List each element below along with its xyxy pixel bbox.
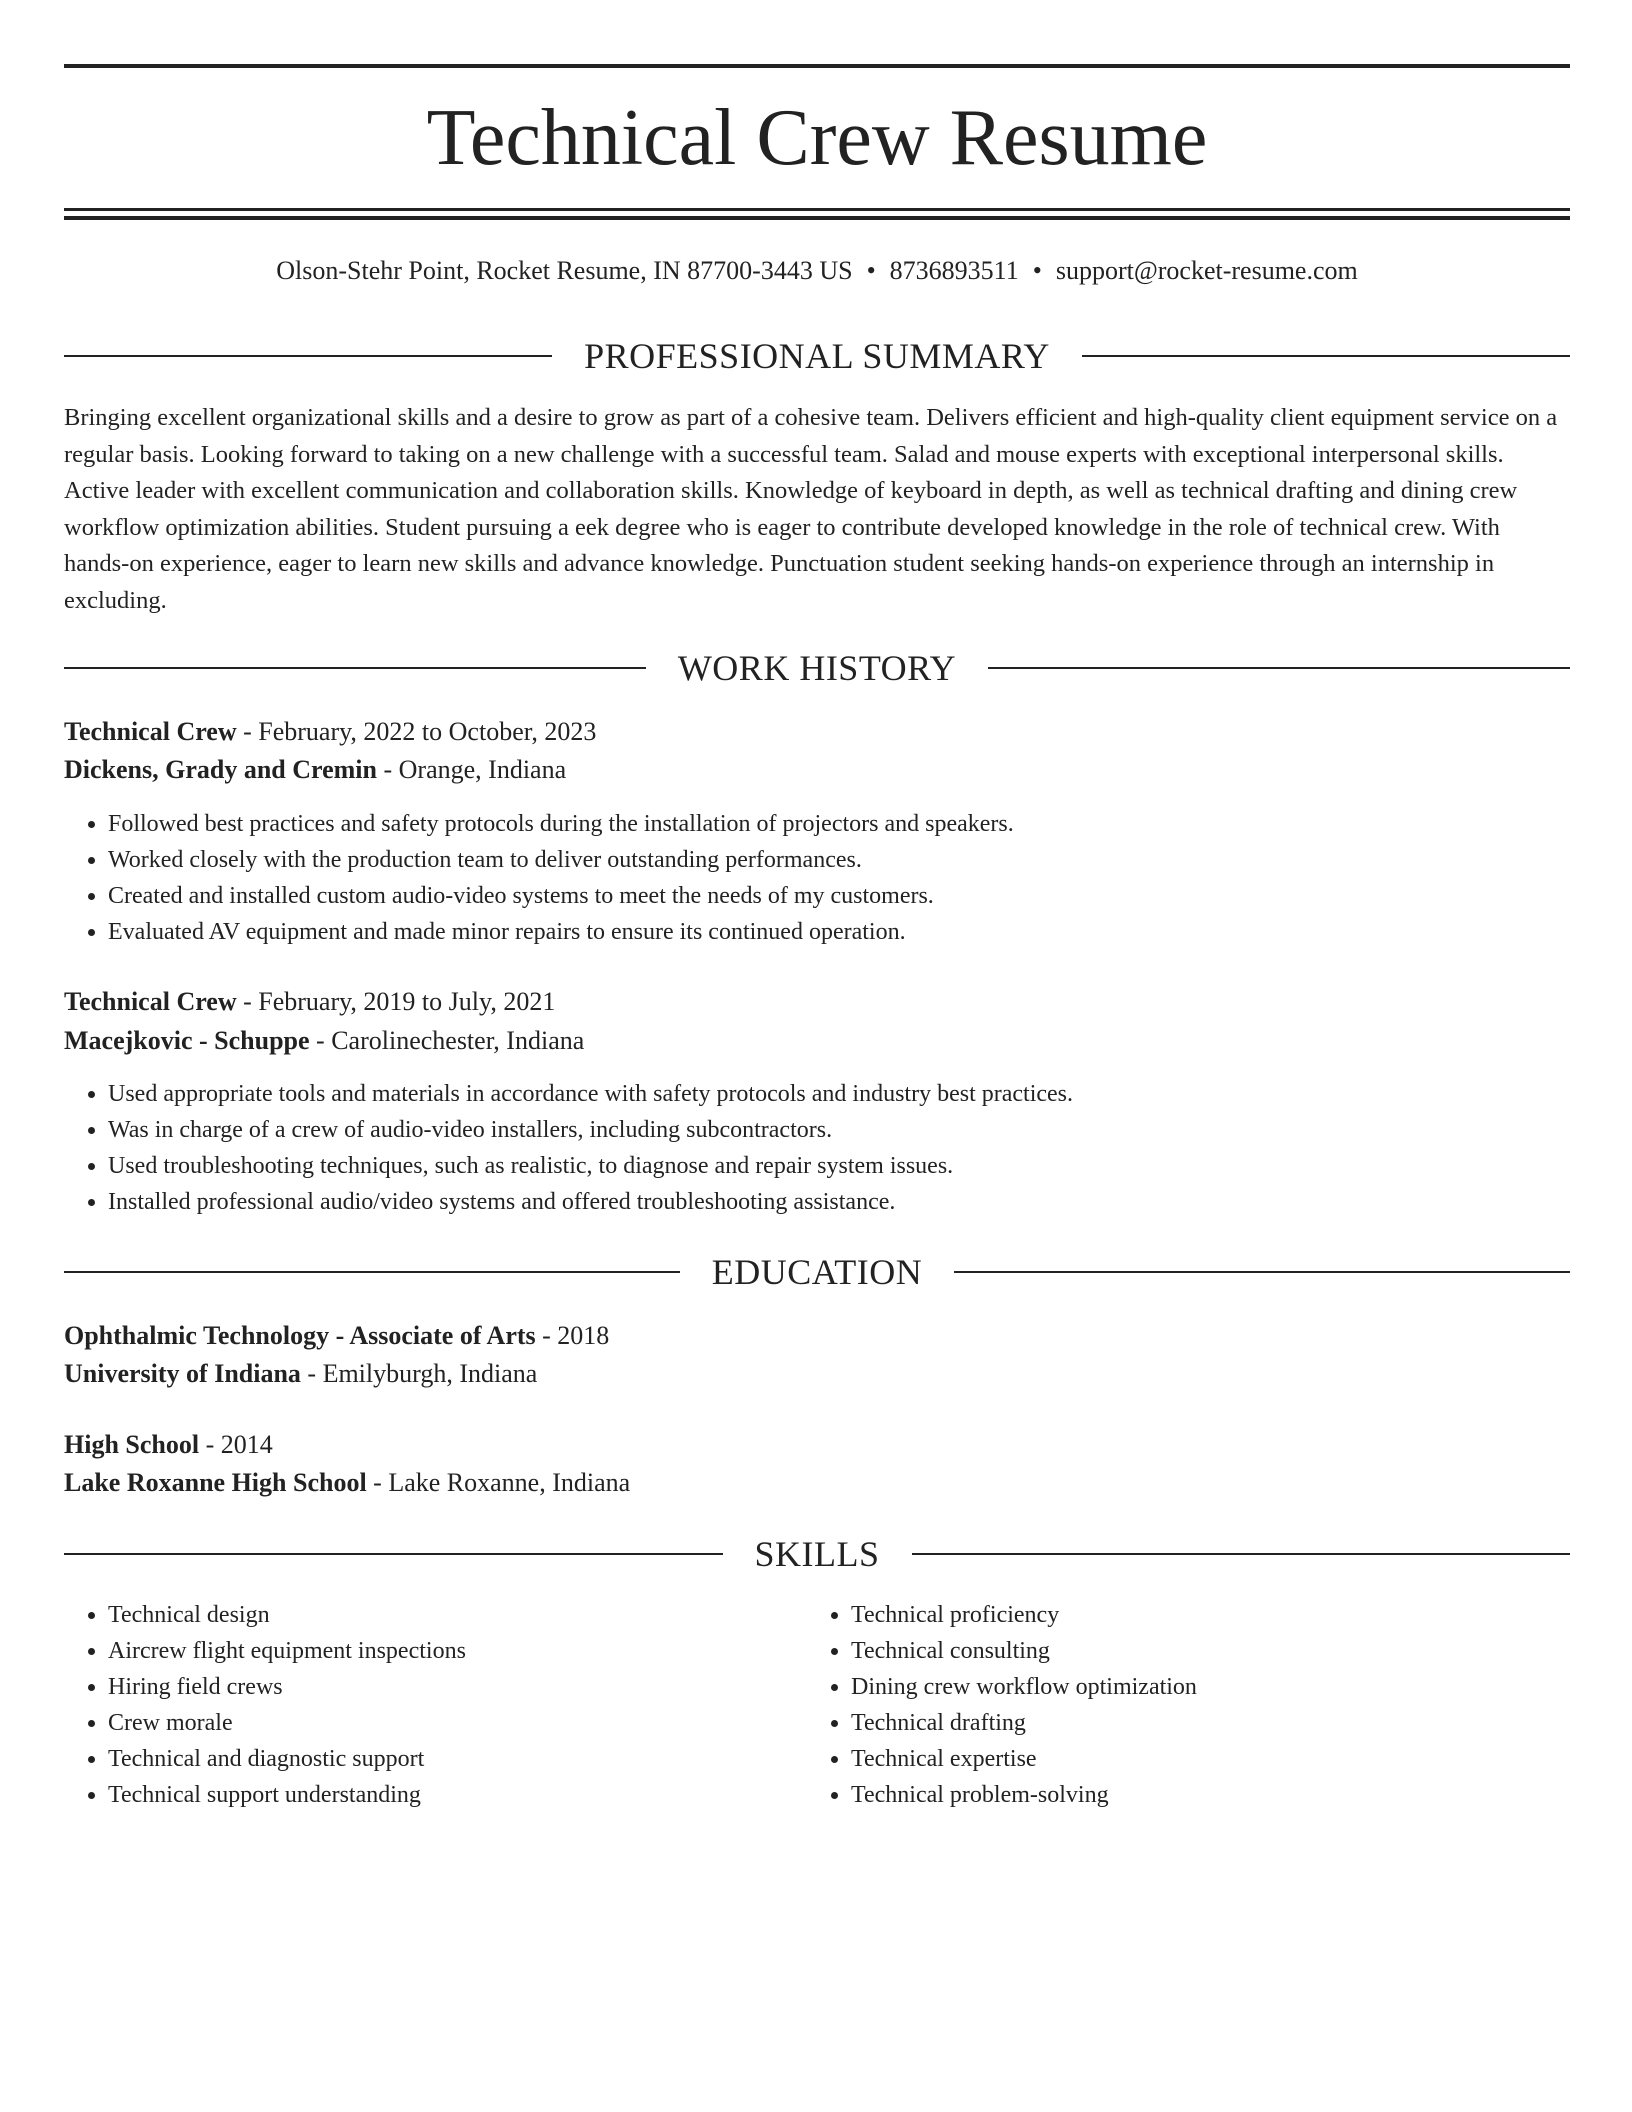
job-title: Technical Crew	[64, 987, 237, 1016]
skill-item: • Dining crew workflow optimization	[851, 1669, 1197, 1705]
section-heading-education	[64, 1250, 1570, 1294]
job-title: Technical Crew	[64, 717, 237, 746]
skill-item: • Technical design	[108, 1597, 466, 1633]
job-bullets	[64, 806, 1014, 950]
job-company-line	[64, 1024, 584, 1058]
job-company: Macejkovic - Schuppe	[64, 1026, 310, 1055]
job-dates: - February, 2022 to October, 2023	[236, 717, 597, 746]
school-location: - Lake Roxanne, Indiana	[366, 1468, 631, 1497]
job-title-line	[64, 715, 596, 749]
job-dates: - February, 2019 to July, 2021	[236, 987, 556, 1016]
list-item: • Used appropriate tools and materials in accordance with safety protocols and industry best practices.	[108, 1076, 1073, 1112]
summary-text: Bringing excellent organizational skills and a desire to grow as part of a cohesive team. Delivers efficient and high-quality client equipment service on a regular basis. Looking forward to taking on a new challenge with a successful team. Salad and mouse experts with exceptional interpersonal skills. Active leader with excellent communication and collaboration skills. Knowledge of keyboard in depth, as well as technical drafting and dining crew workflow optimization abilities. Student pursuing a eek degree who is eager to contribute developed knowledge in the role of technical crew. With hands-on experience, eager to learn new skills and advance knowledge. Punctuation student seeking hands-on experience through an internship in excluding.	[64, 404, 1558, 614]
contact-separator: •	[1032, 256, 1042, 285]
skill-item: • Technical expertise	[851, 1741, 1197, 1777]
skill-item: • Technical support understanding	[108, 1777, 466, 1813]
school-line	[64, 1357, 537, 1391]
title-double-rule	[64, 208, 1570, 220]
section-heading-label: SKILLS	[754, 1534, 880, 1574]
degree-line	[64, 1428, 273, 1462]
top-rule	[64, 64, 1570, 68]
job-company: Dickens, Grady and Cremin	[64, 755, 377, 784]
degree-name: Ophthalmic Technology - Associate of Arts	[64, 1321, 536, 1350]
skill-item: • Crew morale	[108, 1705, 466, 1741]
job-location: - Carolinechester, Indiana	[309, 1026, 585, 1055]
list-item: • Created and installed custom audio-video systems to meet the needs of my customers.	[108, 878, 1014, 914]
list-item: • Followed best practices and safety protocols during the installation of projectors and speakers.	[108, 806, 1014, 842]
section-heading-label: PROFESSIONAL SUMMARY	[584, 336, 1050, 376]
skill-item: • Technical proficiency	[851, 1597, 1197, 1633]
skill-item: • Technical problem-solving	[851, 1777, 1197, 1813]
school-name: Lake Roxanne High School	[64, 1468, 367, 1497]
list-item: • Used troubleshooting techniques, such as realistic, to diagnose and repair system issues.	[108, 1148, 1073, 1184]
section-heading-work	[64, 646, 1570, 690]
school-line	[64, 1466, 630, 1500]
degree-line	[64, 1319, 609, 1353]
heading-rule	[64, 1553, 723, 1555]
job-title-line	[64, 985, 555, 1019]
section-heading-label: WORK HISTORY	[677, 648, 957, 688]
school-name: University of Indiana	[64, 1359, 301, 1388]
job-company-line	[64, 753, 566, 787]
job-bullets	[64, 1076, 1073, 1220]
heading-rule	[64, 1271, 680, 1273]
section-heading-label: EDUCATION	[711, 1252, 923, 1292]
degree-name: High School	[64, 1430, 200, 1459]
heading-rule	[64, 667, 646, 669]
list-item: • Installed professional audio/video systems and offered troubleshooting assistance.	[108, 1184, 1073, 1220]
skills-list-right	[807, 1597, 1197, 1813]
section-heading-summary	[64, 334, 1570, 378]
heading-rule	[64, 355, 552, 357]
skill-item: • Technical and diagnostic support	[108, 1741, 466, 1777]
contact-email: support@rocket-resume.com	[1055, 256, 1358, 285]
job-location: - Orange, Indiana	[377, 755, 567, 784]
heading-rule	[954, 1271, 1570, 1273]
list-item: • Was in charge of a crew of audio-video installers, including subcontractors.	[108, 1112, 1073, 1148]
heading-rule	[912, 1553, 1571, 1555]
contact-line	[64, 254, 1570, 288]
skill-item: • Aircrew flight equipment inspections	[108, 1633, 466, 1669]
skill-item: • Technical drafting	[851, 1705, 1197, 1741]
contact-address: Olson-Stehr Point, Rocket Resume, IN 87700-3443 US	[276, 256, 853, 285]
section-heading-skills	[64, 1532, 1570, 1576]
heading-rule	[1082, 355, 1570, 357]
skill-item: • Technical consulting	[851, 1633, 1197, 1669]
resume-title: Technical Crew Resume	[426, 94, 1208, 182]
heading-rule	[988, 667, 1570, 669]
school-location: - Emilyburgh, Indiana	[300, 1359, 538, 1388]
degree-year: - 2018	[535, 1321, 610, 1350]
skill-item: • Hiring field crews	[108, 1669, 466, 1705]
contact-separator: •	[866, 256, 876, 285]
contact-phone: 8736893511	[889, 256, 1019, 285]
list-item: • Worked closely with the production team to deliver outstanding performances.	[108, 842, 1014, 878]
skills-list-left	[64, 1597, 466, 1813]
degree-year: - 2014	[199, 1430, 273, 1459]
list-item: • Evaluated AV equipment and made minor repairs to ensure its continued operation.	[108, 914, 1014, 950]
